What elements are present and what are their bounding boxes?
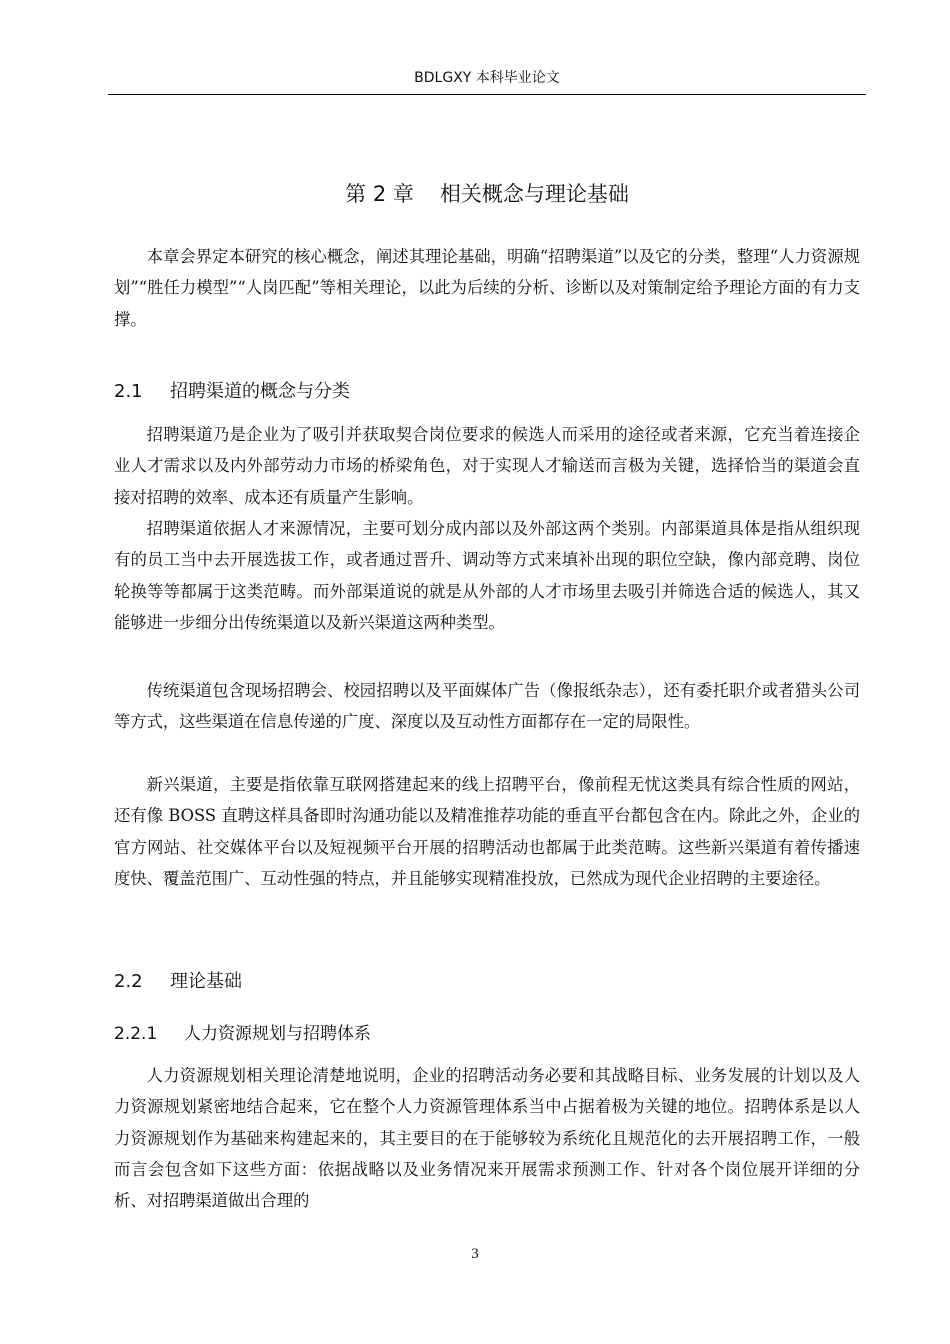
section-title: 招聘渠道的概念与分类	[170, 381, 350, 402]
section-title: 理论基础	[170, 971, 242, 992]
subsection-number: 2.2.1	[114, 1024, 158, 1044]
paragraph-2-1-c: 传统渠道包含现场招聘会、校园招聘以及平面媒体广告（像报纸杂志），还有委托职介或者猎头公司等方式，这些渠道在信息传递的广度、深度以及互动性方面都存在一定的局限性。	[114, 681, 860, 732]
section-heading-2-1	[114, 377, 350, 407]
running-header: BDLGXY 本科毕业论文	[108, 66, 866, 95]
paragraph-2-1-d: 新兴渠道，主要是指依靠互联网搭建起来的线上招聘平台，像前程无忧这类具有综合性质的网站，还有像 BOSS 直聘这样具备即时沟通功能以及精准推荐功能的垂直平台都包含在内。除此之外，企业的官方网站、社交媒体平台以及短视频平台开展的招聘活动也都属于此类范畴。这些新兴渠道有着传播速度快、覆盖范围广、互动性强的特点，并且能够实现精准投放，已然成为现代企业招聘的主要途径。	[114, 775, 860, 888]
chapter-heading	[108, 178, 866, 210]
subsection-title: 人力资源规划与招聘体系	[184, 1024, 371, 1044]
paragraph-2-2-1: 人力资源规划相关理论清楚地说明，企业的招聘活动务必要和其战略目标、业务发展的计划以及人力资源规划紧密地结合起来，它在整个人力资源管理体系当中占据着极为关键的地位。招聘体系是以人力资源规划作为基础来构建起来的，其主要目的在于能够较为系统化且规范化的去开展招聘工作，一般而言会包含如下这些方面：依据战略以及业务情况来开展需求预测工作、针对各个岗位展开详细的分析、对招聘渠道做出合理的	[114, 1066, 860, 1211]
subsection-heading-2-2-1	[114, 1019, 371, 1049]
page-number: 3	[471, 1246, 479, 1262]
chapter-number: 第 2 章	[345, 182, 414, 206]
section-number: 2.1	[114, 381, 143, 402]
paragraph-2-1-b: 招聘渠道依据人才来源情况，主要可划分成内部以及外部这两个类别。内部渠道具体是指从组织现有的员工当中去开展选拔工作，或者通过晋升、调动等方式来填补出现的职位空缺，像内部竞聘、岗位轮换等等都属于这类范畴。而外部渠道说的就是从外部的人才市场里去吸引并筛选合适的候选人，其又能够进一步细分出传统渠道以及新兴渠道这两种类型。	[114, 519, 860, 632]
intro-paragraph: 本章会界定本研究的核心概念，阐述其理论基础，明确“招聘渠道”以及它的分类，整理“人力资源规划”“胜任力模型”“人岗匹配”等相关理论，以此为后续的分析、诊断以及对策制定给予理论方面的有力支撑。	[114, 247, 860, 329]
section-heading-2-2	[114, 967, 242, 997]
chapter-title: 相关概念与理论基础	[439, 182, 629, 206]
section-number: 2.2	[114, 971, 143, 992]
paragraph-2-1-a: 招聘渠道乃是企业为了吸引并获取契合岗位要求的候选人而采用的途径或者来源，它充当着连接企业人才需求以及内外部劳动力市场的桥梁角色，对于实现人才输送而言极为关键，选择恰当的渠道会直接对招聘的效率、成本还有质量产生影响。	[114, 425, 860, 507]
